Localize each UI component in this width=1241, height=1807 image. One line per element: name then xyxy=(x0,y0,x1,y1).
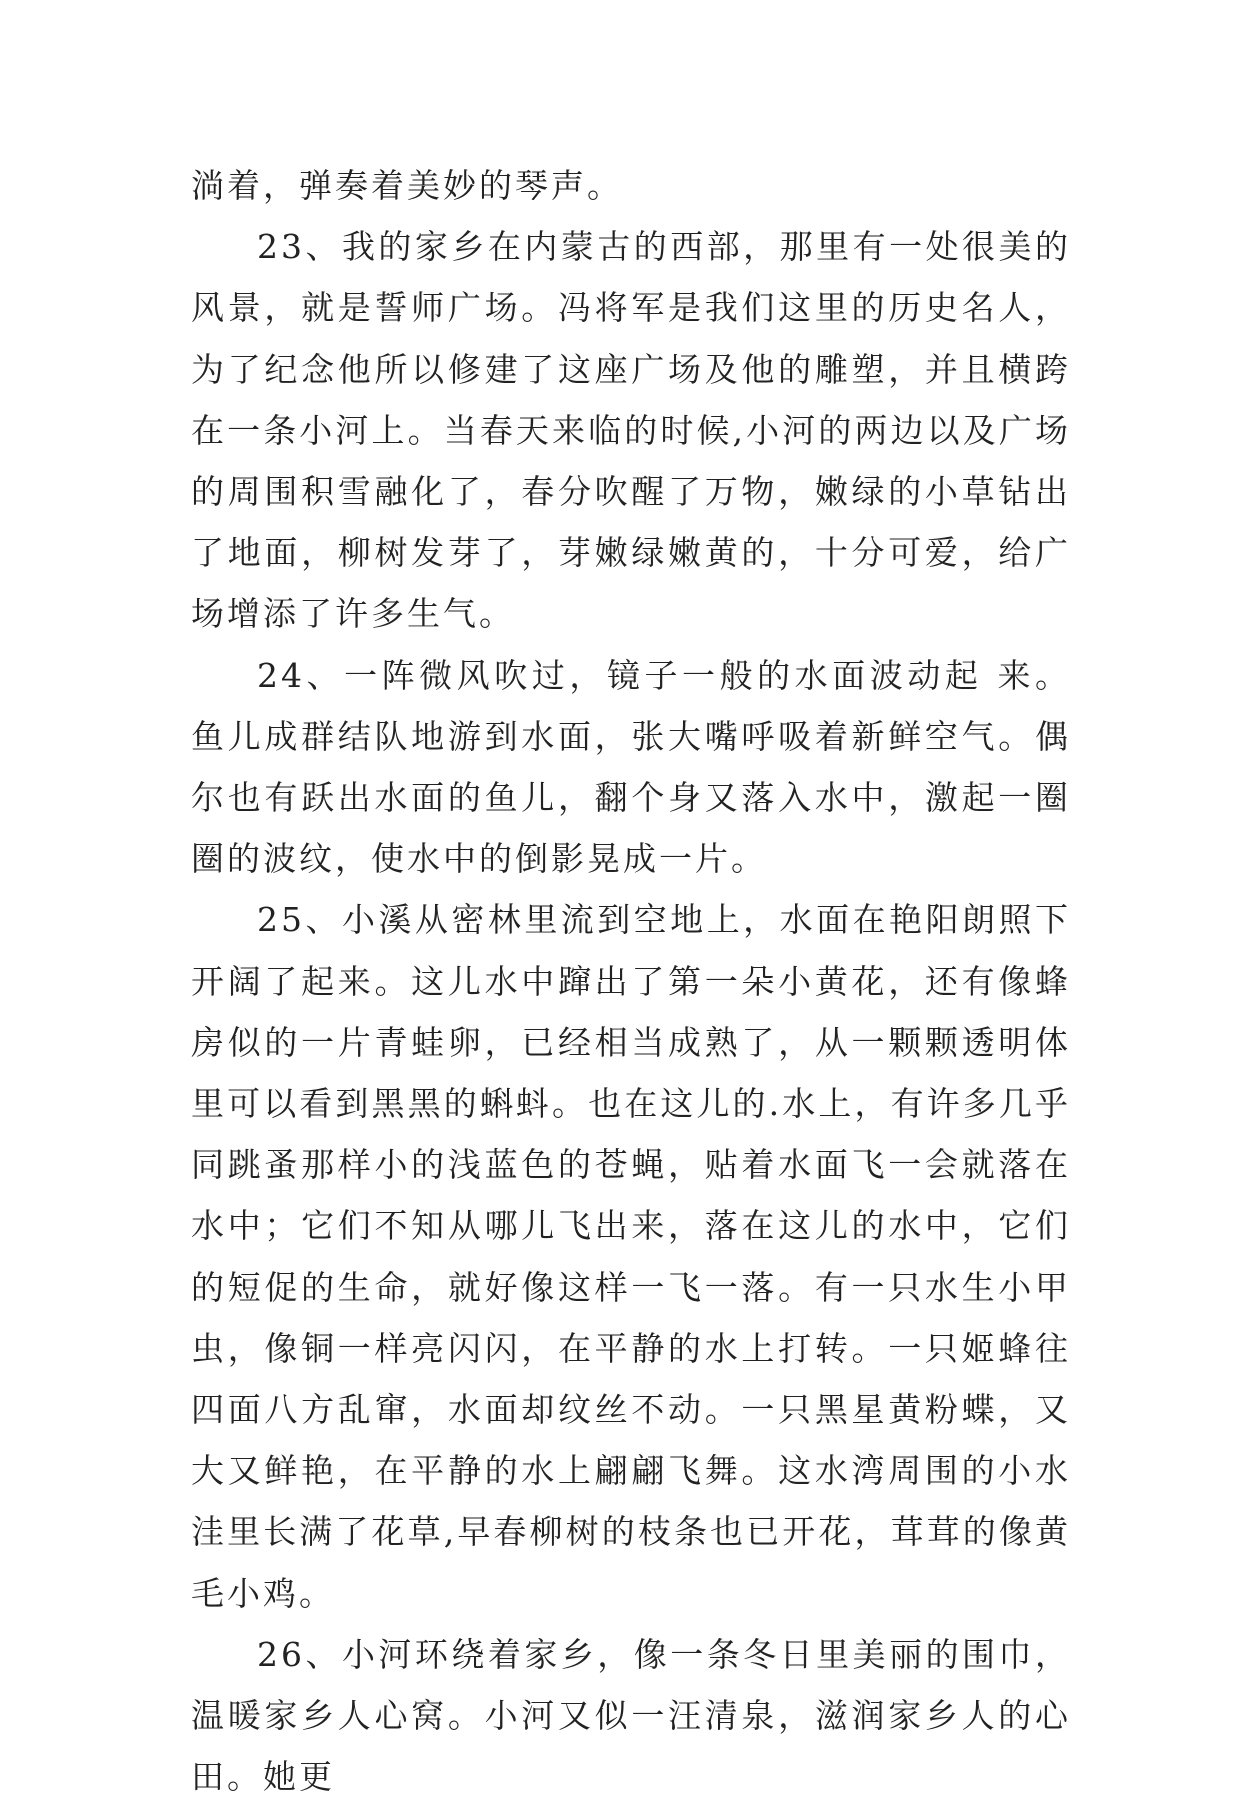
paragraph-24: 24、一阵微风吹过，镜子一般的水面波动起 来。鱼儿成群结队地游到水面，张大嘴呼吸着新鲜空气。偶尔也有跃出水面的鱼儿，翻个身又落入水中，激起一圈圈的波纹，使水中的倒影晃成一片。 xyxy=(191,655,1071,879)
paragraph-25: 25、小溪从密林里流到空地上，水面在艳阳朗照下开阔了起来。这儿水中蹿出了第一朵小黄花，还有像蜂房似的一片青蛙卵，已经相当成熟了，从一颗颗透明体里可以看到黑黑的蝌蚪。也在这儿的.水上，有许多几乎同跳蚤那样小的浅蓝色的苍蝇，贴着水面飞一会就落在水中；它们不知从哪儿飞出来，落在这儿的水中，它们的短促的生命，就好像这样一飞一落。有一只水生小甲虫，像铜一样亮闪闪，在平静的水上打转。一只姬蜂往四面八方乱窜，水面却纹丝不动。一只黑星黄粉蝶，又大又鲜艳，在平静的水上翩翩飞舞。这水湾周围的小水洼里长满了花草,早春柳树的枝条也已开花，茸茸的像黄毛小鸡。 xyxy=(191,900,1071,1613)
paragraph-continuation: 淌着，弹奏着美妙的琴声。 xyxy=(191,166,623,205)
paragraph-26: 26、小河环绕着家乡，像一条冬日里美丽的围巾，温暖家乡人心窝。小河又似一汪清泉，滋润家乡人的心田。她更 xyxy=(191,1634,1071,1797)
body-text xyxy=(191,155,1071,1807)
paragraph-23: 23、我的家乡在内蒙古的西部，那里有一处很美的风景，就是誓师广场。冯将军是我们这里的历史名人，为了纪念他所以修建了这座广场及他的雕塑，并且横跨在一条小河上。当春天来临的时候,小河的两边以及广场的周围积雪融化了，春分吹醒了万物，嫩绿的小草钻出了地面，柳树发芽了，芽嫩绿嫩黄的，十分可爱，给广场增添了许多生气。 xyxy=(191,227,1071,634)
